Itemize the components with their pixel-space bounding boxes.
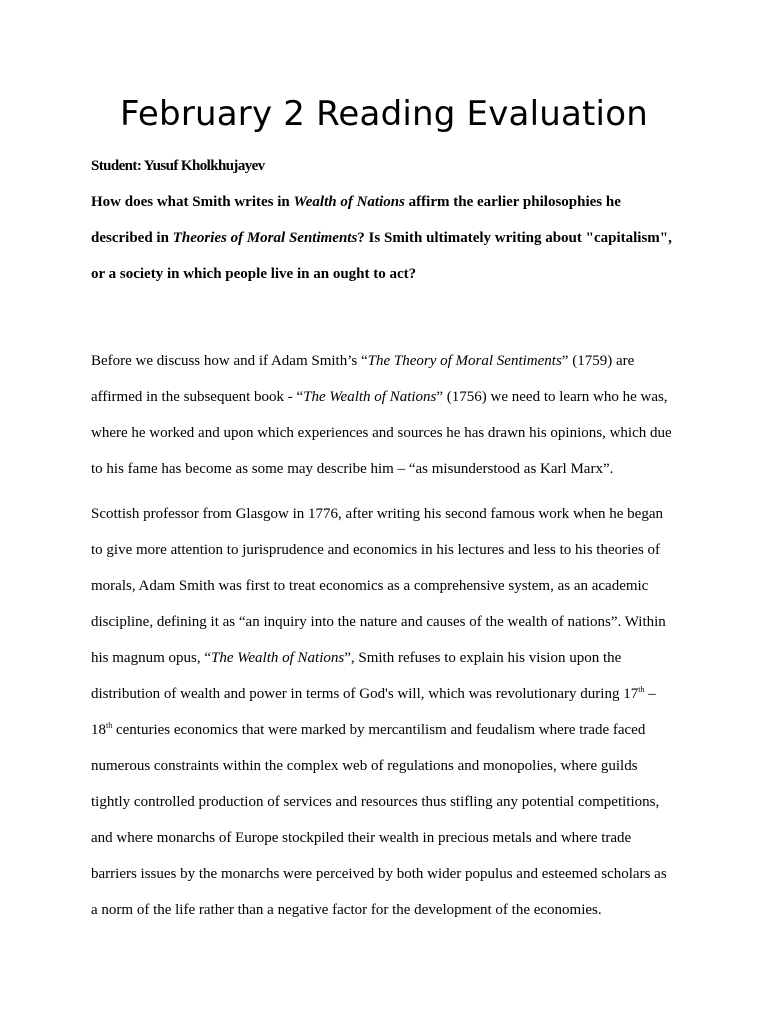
book-title-wealth-of-nations: The Wealth of Nations (211, 650, 345, 666)
paragraph-line (91, 676, 691, 712)
question-line (91, 184, 691, 220)
paragraph-line: barriers issues by the monarchs were perceived by both wider populus and esteemed scholars as (91, 866, 667, 882)
paragraph-text: distribution of wealth and power in terms of God's will, which was revolutionary during 17 (91, 686, 639, 702)
paragraph-text: affirmed in the subsequent book - “ (91, 389, 304, 405)
body-paragraph-2 (91, 496, 691, 928)
ordinal-superscript: th (638, 685, 645, 694)
paragraph-line: discipline, defining it as “an inquiry into the nature and causes of the wealth of nations”. Within (91, 614, 666, 630)
question-line (91, 220, 691, 256)
student-name: Student: Yusuf Kholkhujayev (91, 158, 265, 174)
document-title: February 2 Reading Evaluation (120, 94, 648, 134)
paragraph-line: Scottish professor from Glasgow in 1776, after writing his second famous work when he began (91, 506, 663, 522)
question-paragraph (91, 184, 691, 292)
ordinal-superscript: th (106, 721, 113, 730)
paragraph-text: ” (1756) we need to learn who he was, (436, 389, 668, 405)
paragraph-line: where he worked and upon which experiences and sources he has drawn his opinions, which due (91, 425, 672, 441)
paragraph-line: tightly controlled production of services and resources thus stifling any potential competitions, (91, 794, 660, 810)
paragraph-text: 18 (91, 722, 106, 738)
paragraph-text: his magnum opus, “ (91, 650, 211, 666)
paragraph-text: – (644, 686, 656, 702)
question-text: How does what Smith writes in (91, 194, 294, 210)
paragraph-line: morals, Adam Smith was first to treat economics as a comprehensive system, as an academic (91, 578, 649, 594)
body-paragraph-1 (91, 343, 691, 487)
paragraph-line (91, 712, 691, 748)
paragraph-text: Before we discuss how and if Adam Smith’s “ (91, 353, 368, 369)
paragraph-line: to give more attention to jurisprudence and economics in his lectures and less to his theories of (91, 542, 661, 558)
paragraph-line: a norm of the life rather than a negative factor for the development of the economies. (91, 902, 602, 918)
paragraph-line: to his fame has become as some may describe him – “as misunderstood as Karl Marx”. (91, 461, 614, 477)
question-line: or a society in which people live in an ought to act? (91, 266, 417, 282)
book-title-wealth-of-nations: The Wealth of Nations (303, 389, 437, 405)
paragraph-line: and where monarchs of Europe stockpiled their wealth in precious metals and where trade (91, 830, 632, 846)
paragraph-text: ”, Smith refuses to explain his vision upon the (344, 650, 622, 666)
book-title-wealth-of-nations: Wealth of Nations (293, 194, 405, 210)
book-title-moral-sentiments: Theories of Moral Sentiments (172, 230, 358, 246)
paragraph-line (91, 343, 691, 379)
paragraph-text: ” (1759) are (561, 353, 635, 369)
paragraph-line (91, 640, 691, 676)
paragraph-line (91, 379, 691, 415)
question-text: affirm the earlier philosophies he (404, 194, 621, 210)
paragraph-text: centuries economics that were marked by mercantilism and feudalism where trade faced (112, 722, 646, 738)
question-text: ? Is Smith ultimately writing about "capitalism", (357, 230, 672, 246)
question-text: described in (91, 230, 173, 246)
book-title-theory-moral-sentiments: The Theory of Moral Sentiments (367, 353, 562, 369)
paragraph-line: numerous constraints within the complex web of regulations and monopolies, where guilds (91, 758, 638, 774)
